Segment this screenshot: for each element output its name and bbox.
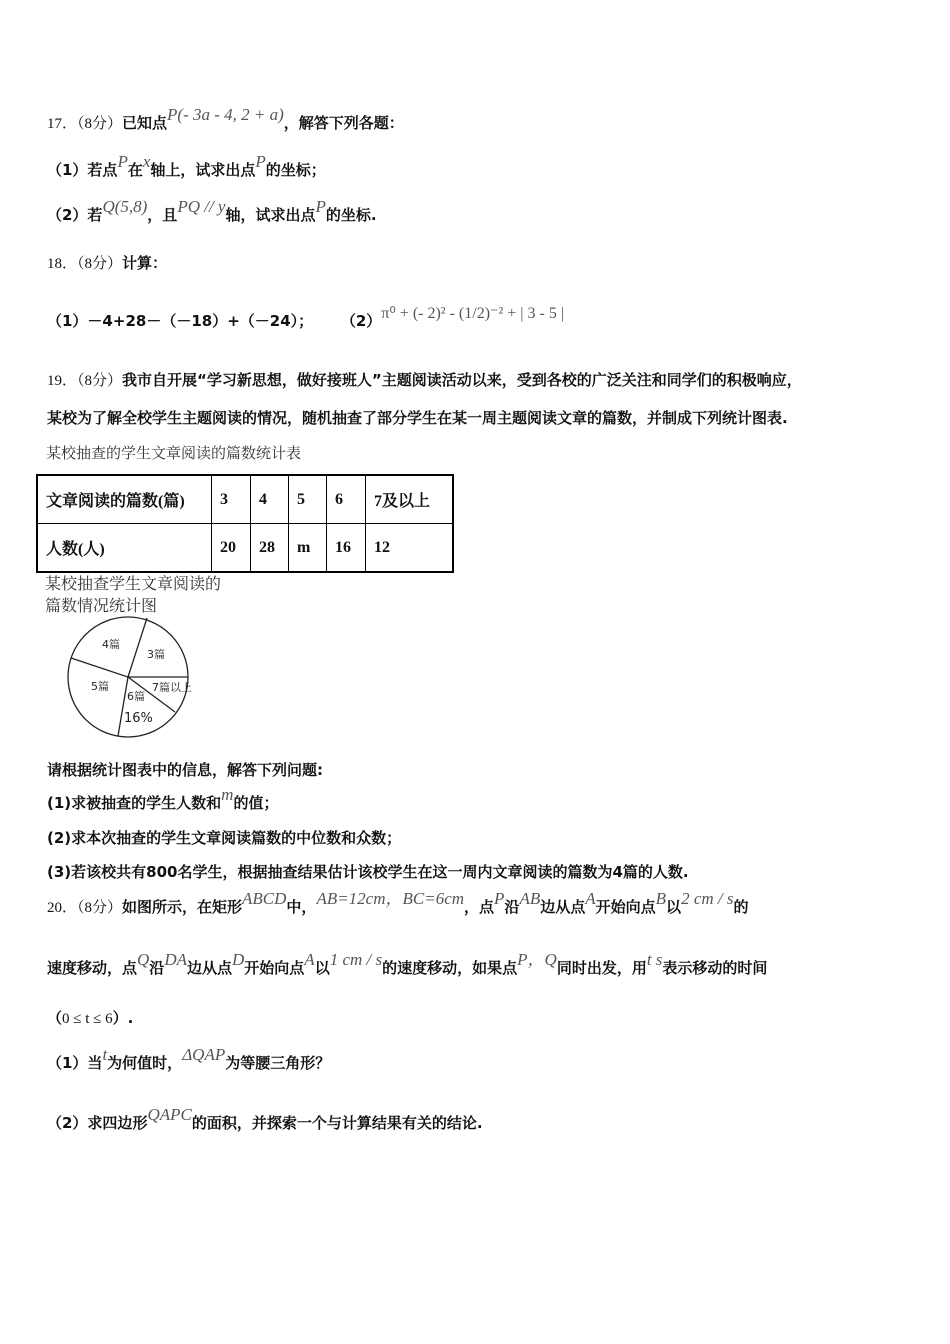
math-expression: ABCD — [242, 889, 287, 908]
math-expression: A — [304, 950, 315, 969]
text-line-q20-l5 — [47, 1105, 483, 1133]
math-expression: P — [255, 152, 266, 171]
text-line-q17-l3 — [47, 197, 377, 225]
math-expression: x — [142, 152, 151, 171]
table-caption: 某校抽查的学生文章阅读的篇数统计表 — [46, 444, 302, 462]
math-expression: QAPC — [147, 1105, 192, 1124]
text-segment: 某校为了解全校学生主题阅读的情况，随机抽查了部分学生在某一周主题阅读文章的篇数，并制成下列统计图表. — [47, 409, 788, 427]
text-segment: （2）若 — [47, 206, 103, 224]
table-cell: 16 — [327, 524, 366, 573]
text-segment: 我市自开展“学习新思想，做好接班人”主题阅读活动以来，受到各校的广泛关注和同学们的积极响应， — [122, 371, 802, 389]
text-segment: ，点 — [464, 898, 495, 916]
text-segment: 同时出发，用 — [556, 959, 647, 977]
pie-label-7plus: 7篇以上 — [152, 681, 192, 694]
table-cell: m — [289, 524, 327, 573]
math-expression: A — [585, 889, 596, 908]
math-expression: DA — [164, 950, 187, 969]
text-line-q19-l1 — [47, 370, 802, 391]
text-segment: 20．（8分） — [47, 900, 123, 916]
text-segment: （ — [47, 1009, 63, 1027]
math-expression: P — [315, 197, 326, 216]
text-segment: 19．（8分） — [47, 373, 123, 389]
text-segment: (2)求本次抽查的学生文章阅读篇数的中位数和众数； — [47, 829, 402, 847]
text-segment: 中， — [286, 898, 317, 916]
text-segment: 边从点 — [186, 959, 232, 977]
text-segment: 的值； — [233, 794, 279, 812]
text-segment: 开始向点 — [595, 898, 656, 916]
pie-title-line2: 篇数情况统计图 — [45, 596, 158, 615]
math-expression: AB=12cm，BC=6cm — [316, 889, 465, 908]
text-line-q18-l2 — [47, 305, 565, 332]
text-line-q20-l2 — [47, 950, 768, 978]
text-segment: （1）当 — [47, 1054, 103, 1072]
text-segment: ）. — [112, 1009, 134, 1027]
math-expression: ΔQAP — [182, 1045, 226, 1064]
text-segment: 的 — [733, 898, 749, 916]
text-segment: 轴，试求出点 — [225, 206, 316, 224]
math-expression: m — [221, 785, 234, 804]
text-segment: 的速度移动，如果点 — [382, 959, 518, 977]
pie-label-percent: 16% — [124, 711, 153, 726]
text-segment: 轴上，试求出点 — [150, 161, 256, 179]
text-line-q20-l1 — [47, 889, 749, 918]
math-expression: Q(5,8) — [102, 197, 148, 216]
table-cell: 12 — [366, 524, 454, 573]
math-expression: π⁰ + (- 2)² - (1/2)⁻² + | 3 - 5 | — [381, 305, 565, 322]
pie-divider — [71, 658, 128, 677]
text-line-q17-l1 — [47, 105, 404, 134]
text-segment: 沿 — [504, 898, 520, 916]
text-segment: 开始向点 — [244, 959, 305, 977]
text-segment: 计算： — [122, 254, 168, 272]
math-expression: 1 cm / s — [329, 950, 383, 969]
text-segment: ，解答下列各题： — [283, 114, 404, 132]
text-segment: （2）求四边形 — [47, 1114, 148, 1132]
text-segment: 如图所示，在矩形 — [122, 898, 243, 916]
pie-divider — [118, 677, 128, 736]
pie-label-6: 6篇 — [127, 690, 145, 703]
pie-label-4: 4篇 — [102, 638, 120, 651]
text-segment: （1）－4+28－（－18）+（－24）； （2） — [47, 312, 382, 330]
text-line-q19-l5 — [47, 828, 401, 848]
math-expression: P(- 3a - 4, 2 + a) — [167, 105, 284, 124]
text-segment: 的面积，并探索一个与计算结果有关的结论. — [191, 1114, 483, 1132]
table-cell: 28 — [251, 524, 289, 573]
text-segment: ，且 — [147, 206, 178, 224]
text-segment: (1)求被抽查的学生人数和 — [47, 794, 222, 812]
math-expression: B — [655, 889, 667, 908]
table-cell: 6 — [327, 475, 366, 524]
text-segment: 沿 — [149, 959, 165, 977]
pie-label-5: 5篇 — [91, 680, 109, 693]
table-cell: 7及以上 — [366, 475, 454, 524]
text-segment: 0 ≤ t ≤ 6 — [62, 1011, 113, 1027]
text-segment: 以 — [314, 959, 330, 977]
text-line-q20-l3 — [47, 1008, 133, 1029]
text-segment: 17．（8分） — [47, 116, 123, 132]
text-segment: 已知点 — [122, 114, 168, 132]
text-segment: 在 — [127, 161, 143, 179]
table-cell: 5 — [289, 475, 327, 524]
table-cell: 20 — [212, 524, 251, 573]
text-line-q19-l3 — [47, 760, 323, 780]
text-segment: 的坐标； — [265, 161, 326, 179]
math-expression: t — [102, 1045, 108, 1064]
math-expression: D — [232, 950, 245, 969]
text-segment: 以 — [666, 898, 682, 916]
text-segment: 的坐标. — [325, 206, 377, 224]
math-expression: P — [117, 152, 128, 171]
math-expression: Q — [137, 950, 150, 969]
text-segment: 请根据统计图表中的信息，解答下列问题: — [47, 761, 324, 779]
text-segment: （1）若点 — [47, 161, 118, 179]
math-expression: P — [494, 889, 505, 908]
text-segment: 速度移动，点 — [47, 959, 138, 977]
text-segment: 18．（8分） — [47, 256, 123, 272]
math-expression: 2 cm / s — [681, 889, 734, 908]
math-expression: t s — [646, 950, 663, 969]
math-expression: AB — [519, 889, 541, 908]
table-cell: 文章阅读的篇数(篇) — [37, 475, 212, 524]
text-line-q19-l4 — [47, 785, 279, 813]
text-segment: 为等腰三角形？ — [225, 1054, 331, 1072]
table-cell: 人数(人) — [37, 524, 212, 573]
math-expression: P，Q — [517, 950, 557, 969]
text-segment: (3)若该校共有800名学生，根据抽查结果估计该校学生在这一周内文章阅读的篇数为4篇的人数. — [47, 863, 689, 881]
text-line-q17-l2 — [47, 152, 326, 180]
table-cell: 4 — [251, 475, 289, 524]
text-line-q19-l2 — [47, 408, 788, 428]
text-segment: 为何值时， — [107, 1054, 183, 1072]
pie-label-3: 3篇 — [147, 648, 165, 661]
text-line-q20-l4 — [47, 1045, 331, 1073]
pie-title-line1: 某校抽查学生文章阅读的 — [45, 574, 222, 593]
math-expression: PQ // y — [177, 197, 226, 216]
pie-divider — [128, 618, 147, 677]
text-line-q18-l1 — [47, 253, 167, 274]
text-line-q19-l6 — [47, 862, 689, 882]
text-segment: 表示移动的时间 — [662, 959, 768, 977]
table-cell: 3 — [212, 475, 251, 524]
text-segment: 边从点 — [540, 898, 586, 916]
